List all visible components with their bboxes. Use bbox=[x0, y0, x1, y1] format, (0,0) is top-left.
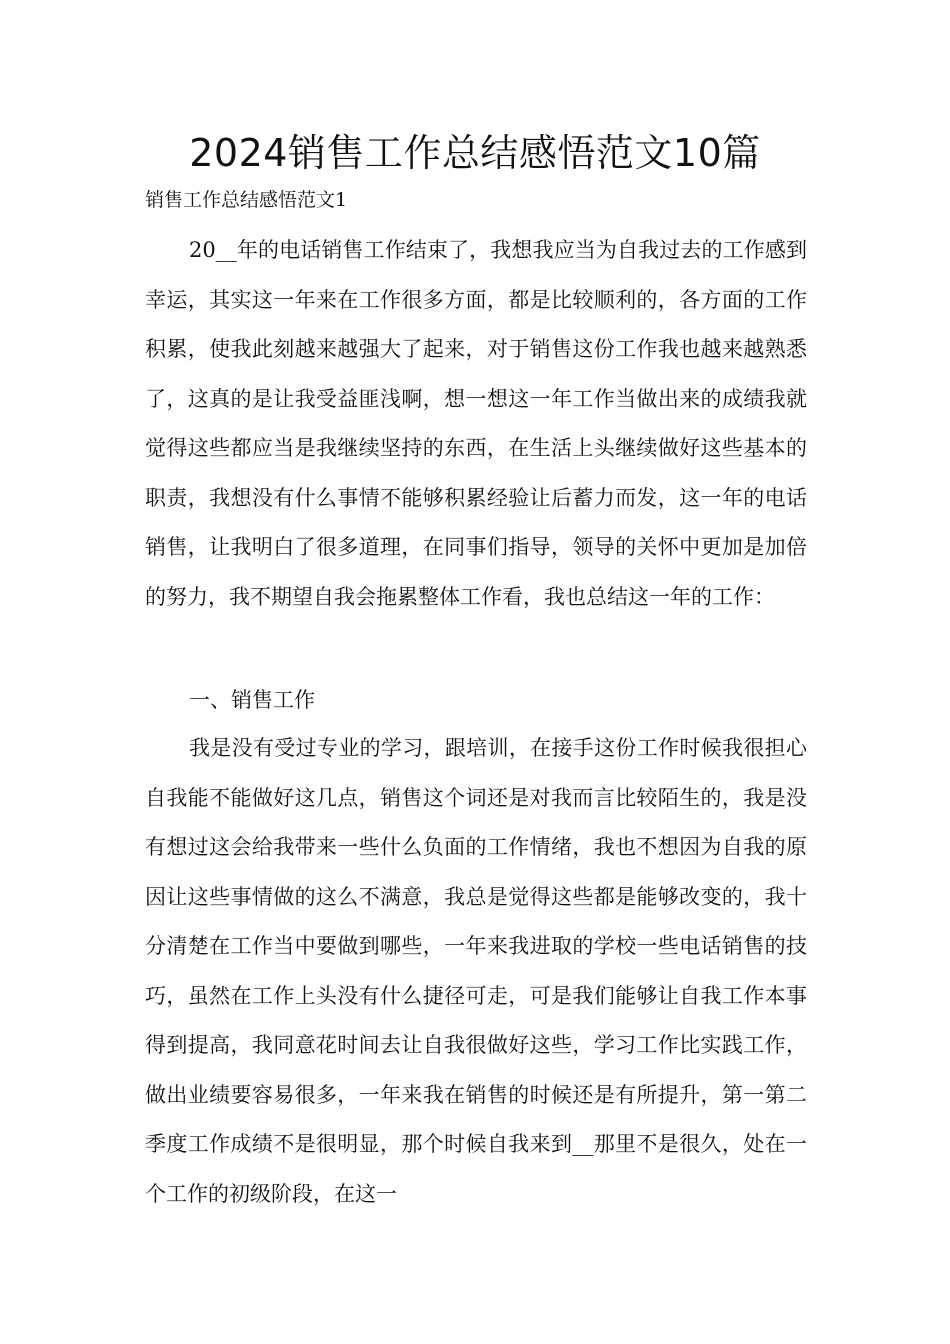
sub-heading-sales-work: 一、销售工作 bbox=[189, 688, 315, 712]
body-paragraph-1: 20__年的电话销售工作结束了，我想我应当为自我过去的工作感到幸运，其实这一年来在工作很多方面，都是比较顺利的，各方面的工作积累，使我此刻越来越强大了起来，对于销售这份工作我也越来越熟悉了，这真的是让我受益匪浅啊，想一想这一年工作当做出来的成绩我就觉得这些都应当是我继续坚持的东西，在生活上头继续做好这些基本的职责，我想没有什么事情不能够积累经验让后蓄力而发，这一年的电话销售，让我明白了很多道理，在同事们指导，领导的关怀中更加是加倍的努力，我不期望自我会拖累整体工作看，我也总结这一年的工作： bbox=[145, 238, 807, 609]
body-paragraph-2: 我是没有受过专业的学习，跟培训，在接手这份工作时候我很担心自我能不能做好这几点，销售这个词还是对我而言比较陌生的，我是没有想过这会给我带来一些什么负面的工作情绪，我也不想因为自我的原因让这些事情做的这么不满意，我总是觉得这些都是能够改变的，我十分清楚在工作当中要做到哪些，一年来我进取的学校一些电话销售的技巧，虽然在工作上头没有什么捷径可走，可是我们能够让自我工作本事得到提高，我同意花时间去让自我很做好这些，学习工作比实践工作，做出业绩要容易很多，一年来我在销售的时候还是有所提升，第一第二季度工作成绩不是很明显，那个时候自我来到__那里不是很久，处在一个工作的初级阶段，在这一 bbox=[145, 736, 807, 1206]
section-heading: 销售工作总结感悟范文1 bbox=[145, 189, 348, 211]
document-title: 2024销售工作总结感悟范文10篇 bbox=[189, 131, 761, 175]
